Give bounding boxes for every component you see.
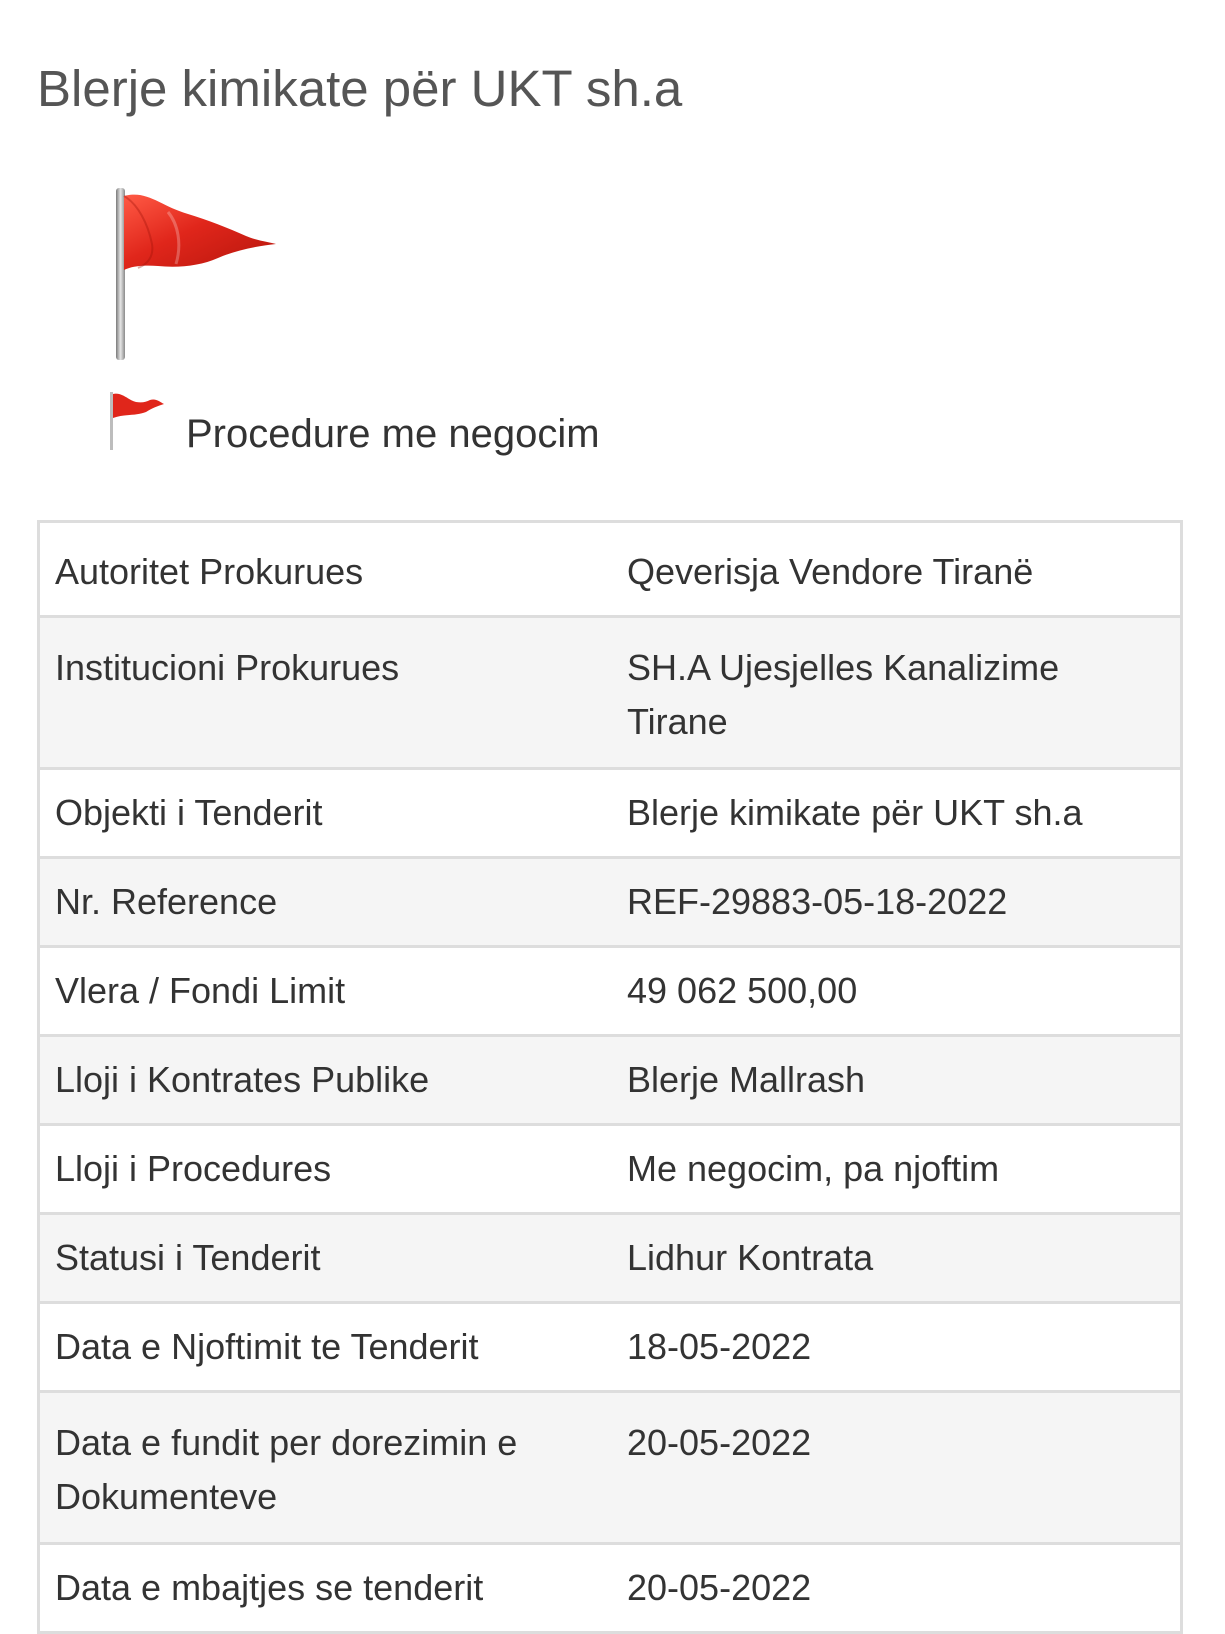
row-value: REF-29883-05-18-2022 [610, 858, 1182, 947]
row-label: Lloji i Procedures [39, 1125, 611, 1214]
row-label: Nr. Reference [39, 858, 611, 947]
row-label: Institucioni Prokurues [39, 617, 611, 769]
row-label: Data e mbajtjes se tenderit [39, 1544, 611, 1633]
table-row [39, 947, 1182, 1036]
row-value: SH.A Ujesjelles Kanalizime Tirane [610, 617, 1182, 769]
red-flag-icon [108, 184, 283, 364]
row-value: 20-05-2022 [610, 1544, 1182, 1633]
row-value: 20-05-2022 [610, 1392, 1182, 1544]
row-label: Autoritet Prokurues [39, 522, 611, 617]
table-row [39, 1392, 1182, 1544]
row-label: Data e fundit per dorezimin e Dokumenteve [39, 1392, 611, 1544]
table-row [39, 1303, 1182, 1392]
row-label: Statusi i Tenderit [39, 1214, 611, 1303]
row-value: Qeverisja Vendore Tiranë [610, 522, 1182, 617]
row-value: Blerje kimikate për UKT sh.a [610, 769, 1182, 858]
table-row [39, 1125, 1182, 1214]
row-value: Me negocim, pa njoftim [610, 1125, 1182, 1214]
page-title: Blerje kimikate për UKT sh.a [37, 60, 683, 117]
row-label: Vlera / Fondi Limit [39, 947, 611, 1036]
small-red-flag-icon [106, 388, 170, 452]
row-value: 18-05-2022 [610, 1303, 1182, 1392]
table-row [39, 617, 1182, 769]
tender-details-table [37, 520, 1183, 1634]
table-row [39, 1214, 1182, 1303]
row-label: Lloji i Kontrates Publike [39, 1036, 611, 1125]
row-value: Lidhur Kontrata [610, 1214, 1182, 1303]
table-row [39, 1544, 1182, 1633]
table-row [39, 858, 1182, 947]
table-row [39, 1036, 1182, 1125]
row-label: Data e Njoftimit te Tenderit [39, 1303, 611, 1392]
table-row [39, 769, 1182, 858]
table-row [39, 522, 1182, 617]
row-value-amount: 49 062 500,00 [610, 947, 1182, 1036]
row-value: Blerje Mallrash [610, 1036, 1182, 1125]
row-label: Objekti i Tenderit [39, 769, 611, 858]
procedure-type-label: Procedure me negocim [186, 412, 600, 456]
